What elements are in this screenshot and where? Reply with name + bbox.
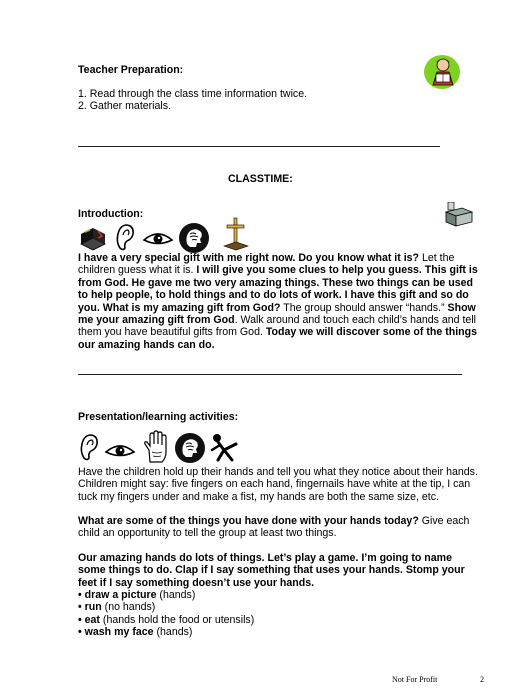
list-item-note: (hands) bbox=[156, 589, 196, 601]
presentation-p2-text-run: What are some of the things you have done with your hands today? bbox=[78, 515, 419, 527]
list-item-activity: • wash my face bbox=[78, 626, 154, 639]
eye-icon bbox=[104, 442, 136, 460]
introduction-text-run: I will give you some clues to help you guess. This gift is from God. He gave me two very amazing things. These two things can be used to help people, to hold things and to do lots of work. I have this gift and so do you. What is my amazing gift from God? bbox=[78, 264, 478, 314]
girl-reading-icon bbox=[422, 52, 462, 90]
page-number: 2 bbox=[480, 675, 484, 684]
head-brain-icon bbox=[178, 222, 210, 254]
list-item bbox=[78, 614, 478, 626]
introduction-heading: Introduction: bbox=[78, 208, 144, 220]
list-item bbox=[78, 589, 478, 601]
teacher-prep-item-2: 2. Gather materials. bbox=[78, 100, 172, 112]
presentation-paragraph-3: Our amazing hands do lots of things. Let’s play a game. I’m going to name some things to do. Clap if I say something that uses your hands. Stomp your feet if I say something doesn’t use your hands. bbox=[78, 552, 465, 589]
school-desk-icon bbox=[444, 202, 474, 228]
ear-icon bbox=[114, 222, 136, 252]
list-item-activity: • eat bbox=[78, 613, 100, 626]
exercise-person-icon bbox=[208, 432, 242, 464]
footer-note: Not For Profit bbox=[392, 675, 438, 684]
eye-icon bbox=[142, 230, 174, 248]
list-item-activity: • draw a picture bbox=[78, 589, 157, 601]
list-item-note: (no hands) bbox=[101, 601, 156, 614]
list-item-note: (hands) bbox=[153, 626, 193, 639]
cross-icon bbox=[222, 216, 250, 252]
introduction-text-run: I have a very special gift with me right now. Do you know what it is? bbox=[78, 252, 420, 264]
introduction-text-run: . Walk around and touch each child’s hands and tell them you have beautiful gifts from God. bbox=[78, 314, 477, 339]
hand-icon bbox=[142, 430, 170, 464]
divider-1 bbox=[78, 146, 440, 147]
list-item-note: (hands hold the food or utensils) bbox=[99, 613, 255, 626]
head-brain-icon bbox=[174, 432, 206, 464]
presentation-paragraph-2 bbox=[78, 515, 478, 540]
ear-icon bbox=[78, 432, 100, 462]
introduction-text-run: Show me your amazing gift from God bbox=[78, 301, 476, 327]
presentation-p2-text-run: Give each child an opportunity to tell the group at least two things. bbox=[78, 515, 470, 540]
presentation-paragraph-1: Have the children hold up their hands and tell you what they notice about their hands. Children might say: five fingers on each hand, fingernails have white at the tip, I can tuck my fingers under and make a fist, my hands are both the same size, etc. bbox=[78, 466, 478, 503]
list-item-activity: • run bbox=[78, 601, 102, 614]
introduction-text-run: Today we will discover some of the things our amazing hands can do. bbox=[78, 326, 477, 351]
bible-icon bbox=[78, 222, 108, 252]
teacher-prep-item-1: 1. Read through the class time information twice. bbox=[78, 88, 308, 100]
introduction-paragraph bbox=[78, 252, 478, 351]
introduction-text-run: The group should answer “hands.” bbox=[280, 301, 448, 314]
list-item bbox=[78, 626, 478, 638]
divider-2 bbox=[78, 374, 462, 375]
presentation-heading: Presentation/learning activities: bbox=[78, 411, 239, 423]
list-item bbox=[78, 601, 478, 613]
introduction-text-run: Let the children guess what it is. bbox=[78, 252, 455, 277]
classtime-heading: CLASSTIME: bbox=[228, 173, 293, 185]
activity-list bbox=[78, 589, 478, 639]
teacher-prep-heading: Teacher Preparation: bbox=[78, 64, 184, 76]
